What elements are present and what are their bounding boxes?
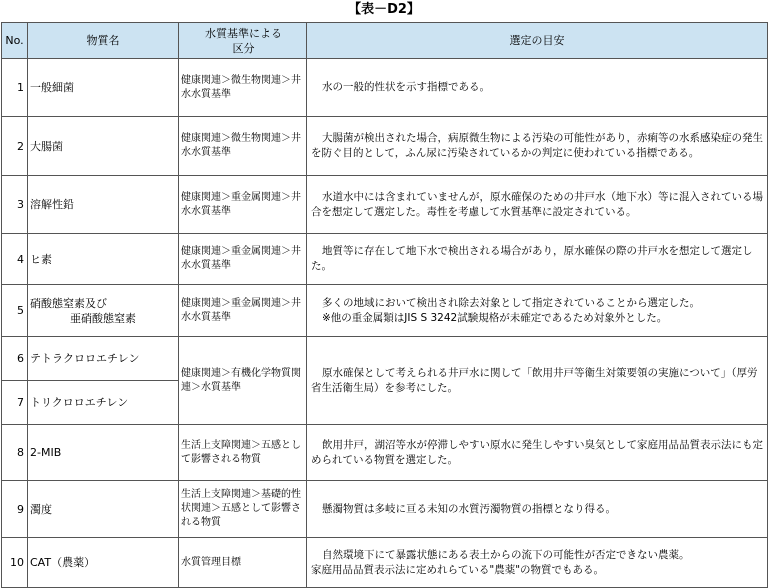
table-row (2, 425, 768, 481)
table-row (2, 481, 768, 538)
row-name: ヒ素 (28, 234, 179, 285)
row-reason-text: 原水確保として考えられる井戸水に関して「飲用井戸等衛生対策要領の実施について」（厚労省生活衛生局）を参考にした。 (311, 366, 758, 394)
header-reason: 選定の目安 (307, 23, 768, 59)
row-name: CAT（農薬） (28, 538, 179, 588)
row-category-merged: 健康関連＞有機化学物質関連＞水質基準 (179, 337, 307, 425)
row-name: 溶解性鉛 (28, 176, 179, 234)
row-no: 5 (2, 285, 28, 337)
row-reason (307, 538, 768, 588)
substance-table (1, 22, 768, 588)
row-category: 水質管理目標 (179, 538, 307, 588)
row-no: 4 (2, 234, 28, 285)
table-row (2, 285, 768, 337)
row-reason (307, 425, 768, 481)
header-row (2, 23, 768, 59)
row-reason (307, 117, 768, 176)
row-name (28, 285, 179, 337)
row-reason (307, 234, 768, 285)
row-reason (307, 285, 768, 337)
table-row (2, 59, 768, 117)
row-no: 2 (2, 117, 28, 176)
row-reason (307, 59, 768, 117)
row-category: 健康関連＞微生物関連＞井水水質基準 (179, 117, 307, 176)
row-reason-text: 地質等に存在して地下水で検出される場合があり，原水確保の際の井戸水を想定して選定した。 (311, 245, 753, 272)
row-category: 生活上支障関連＞五感として影響される物質 (179, 425, 307, 481)
row-reason-text: 大腸菌が検出された場合，病原微生物による汚染の可能性があり，赤痢等の水系感染症の発生を防ぐ目的として，ふん尿に汚染されているかの判定に使われている指標である。 (311, 132, 763, 159)
table-row (2, 337, 768, 381)
row-no: 10 (2, 538, 28, 588)
row-name: 一般細菌 (28, 59, 179, 117)
row-no: 6 (2, 337, 28, 381)
row-name: 大腸菌 (28, 117, 179, 176)
row-reason-text: 飲用井戸，湖沼等水が停滞しやすい原水に発生しやすい臭気として家庭用品品質表示法にも定められている物質を選定した。 (311, 438, 763, 466)
row-reason-note: 家庭用品品質表示法に定めれらている"農薬"の物質でもある。 (311, 563, 605, 576)
row-category: 健康関連＞重金属関連＞井水水質基準 (179, 234, 307, 285)
header-criteria-text: 水質基準による 区分 (205, 26, 282, 55)
row-reason-text: 水道水中には含まれていませんが，原水確保のための井戸水（地下水）等に混入されている場合を想定して選定した。毒性を考慮して水質基準に設定されている。 (311, 190, 763, 218)
row-reason-text: 自然環境下にて暴露状態にある表土からの流下の可能性が否定できない農薬。 (322, 548, 690, 561)
row-reason-text: 水の一般的性状を示す指標である。 (322, 81, 490, 93)
row-no: 7 (2, 381, 28, 425)
row-category: 生活上支障関連＞基礎的性状関連＞五感として影響される物質 (179, 481, 307, 538)
row-name: トリクロロエチレン (28, 381, 179, 425)
row-category: 健康関連＞重金属関連＞井水水質基準 (179, 176, 307, 234)
row-name-line2: 亜硝酸態窒素 (70, 311, 136, 325)
row-no: 8 (2, 425, 28, 481)
row-reason-merged (307, 337, 768, 425)
row-category: 健康関連＞重金属関連＞井水水質基準 (179, 285, 307, 337)
row-reason-note: ※他の重金属類はJIS S 3242試験規格が未確定であるため対象外とした。 (322, 311, 668, 324)
row-reason (307, 176, 768, 234)
header-no: No. (2, 23, 28, 59)
row-category: 健康関連＞微生物関連＞井水水質基準 (179, 59, 307, 117)
table-row (2, 538, 768, 588)
row-reason-text: 多くの地域において検出され除去対象として指定されていることから選定した。 (322, 296, 700, 309)
table-row (2, 117, 768, 176)
table-row (2, 176, 768, 234)
table-row (2, 234, 768, 285)
table-title: 【表－D2】 (348, 2, 420, 17)
header-name: 物質名 (28, 23, 179, 59)
row-name: 濁度 (28, 481, 179, 538)
row-no: 1 (2, 59, 28, 117)
header-criteria (179, 23, 307, 59)
row-reason-text: 懸濁物質は多岐に亘る未知の水質汚濁物質の指標となり得る。 (322, 502, 616, 515)
row-no: 3 (2, 176, 28, 234)
row-reason (307, 481, 768, 538)
row-no: 9 (2, 481, 28, 538)
row-name: 2-MIB (28, 425, 179, 481)
row-name: テトラクロロエチレン (28, 337, 179, 381)
row-name-line1: 硝酸態窒素及び (30, 296, 107, 310)
